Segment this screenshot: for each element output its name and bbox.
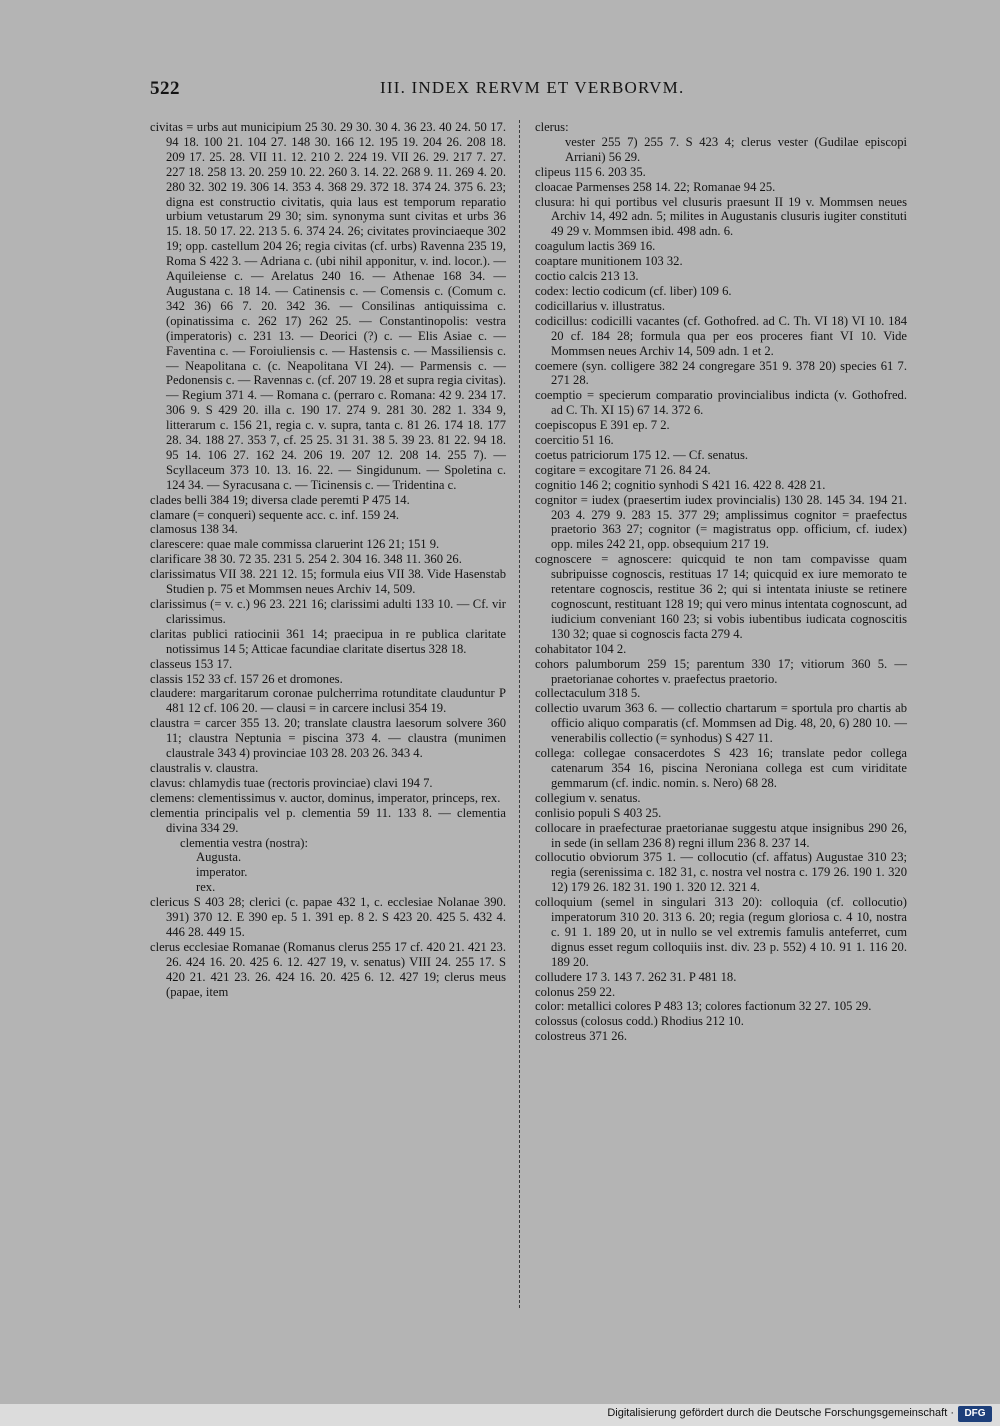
index-entry: color: metallici colores P 483 13; colores factionum 32 27. 105 29. — [535, 999, 872, 1014]
index-entry: clavus: chlamydis tuae (rectoris provinciae) clavi 194 7. — [150, 775, 433, 790]
index-column-right — [535, 120, 907, 1044]
page-header — [150, 78, 870, 104]
index-entry: claritas publici ratiocinii 361 14; praecipua in re publica claritate notissimus 14 5; Atticae facundiae claritate disertus 328 18. — [150, 626, 506, 656]
index-entry: clemens: clementissimus v. auctor, dominus, imperator, princeps, rex. — [150, 790, 501, 805]
index-entry: collocare in praefecturae praetorianae suggestu atque insignibus 290 26, in sede (in sellam 236 8) regni illum 236 8. 237 14. — [535, 820, 907, 850]
index-column-left — [150, 120, 506, 999]
index-entry: clipeus 115 6. 203 35. — [535, 164, 646, 179]
index-entry: coaptare munitionem 103 32. — [535, 254, 683, 269]
index-entry: cloacae Parmenses 258 14. 22; Romanae 94 25. — [535, 179, 776, 194]
page-number: 522 — [150, 78, 180, 99]
digitization-footer — [0, 1404, 1000, 1426]
index-entry: clusura: hi qui portibus vel clusuris praesunt II 19 v. Mommsen neues Archiv 14, 492 adn. 5; milites in Augustanis clusuris iugiter constituti 49 29 v. Mommsen ibid. 498 adn. 6. — [535, 194, 907, 239]
column-separator — [519, 120, 520, 1308]
index-entry: coercitio 51 16. — [535, 433, 614, 448]
index-entry: vester 255 7) 255 7. S 423 4; clerus vester (Gudilae episcopi Arriani) 56 29. — [565, 134, 907, 164]
index-entry: clamosus 138 34. — [150, 522, 238, 537]
index-entry: clades belli 384 19; diversa clade peremti P 475 14. — [150, 492, 410, 507]
index-entry: coemere (syn. colligere 382 24 congregare 351 9. 378 20) species 61 7. 271 28. — [535, 358, 907, 388]
index-entry: claustra = carcer 355 13. 20; translate claustra laesorum solvere 360 11; claustra Neptunia = piscina 373 4. — claustra (munimen claustrale 343 4) provinciae 103 28. 203 26. 343 4. — [150, 716, 506, 761]
index-entry: collectaculum 318 5. — [535, 686, 641, 701]
index-entry: clerus ecclesiae Romanae (Romanus clerus 255 17 cf. 420 21. 421 23. 26. 424 16. 20. 425 6. 12. 427 19, v. senatus) VIII 24. 255 17. S 420 21. 421 23. 26. 424 16. 20. 425 6. 12. 427 19; clerus meus (papae, item — [150, 939, 506, 999]
index-entry: clarissimatus VII 38. 221 12. 15; formula eius VII 38. Vide Hasenstab Studien p. 75 et Mommsen neues Archiv 14, 509. — [150, 567, 506, 597]
index-entry: coagulum lactis 369 16. — [535, 239, 656, 254]
index-entry: imperator. — [196, 865, 248, 880]
running-title: III. INDEX RERVM ET VERBORVM. — [380, 78, 685, 97]
index-entry: rex. — [196, 880, 216, 895]
index-entry: clarissimus (= v. c.) 96 23. 221 16; clarissimi adulti 133 10. — Cf. vir clarissimus. — [150, 597, 506, 626]
index-entry: codex: lectio codicum (cf. liber) 109 6. — [535, 283, 732, 298]
index-entry: cohabitator 104 2. — [535, 641, 627, 656]
index-entry: Augusta. — [196, 850, 242, 865]
index-entry: cogitare = excogitare 71 26. 84 24. — [535, 462, 711, 477]
funding-credit: Digitalisierung gefördert durch die Deutsche Forschungsgemeinschaft · — [607, 1407, 954, 1419]
index-entry: cognitor = iudex (praesertim iudex provincialis) 130 28. 145 34. 194 21. 203 4. 279 9. 283 15. 377 29; amplissimus cognitor = praefectus praetorio 363 27; cognitor (= magistratus opp. officium, cf. iudex) opp. miles 242 21, opp. obsequium 217 19. — [535, 492, 907, 552]
index-entry: codicillarius v. illustratus. — [535, 298, 665, 313]
index-entry: clamare (= conqueri) sequente acc. c. inf. 159 24. — [150, 507, 400, 522]
index-entry: clementia vestra (nostra): — [180, 835, 308, 850]
index-entry: collegium v. senatus. — [535, 790, 641, 805]
index-entry: clarificare 38 30. 72 35. 231 5. 254 2. 304 16. 348 11. 360 26. — [150, 552, 462, 567]
index-entry: coemptio = specierum comparatio provincialibus indicta (v. Gothofred. ad C. Th. XI 15) 67 14. 372 6. — [535, 388, 907, 418]
index-entry: civitas = urbs aut municipium 25 30. 29 30. 30 4. 36 23. 40 24. 50 17. 94 18. 100 21. 104 27. 148 30. 166 12. 195 19. 204 26. 208 18. 209 17. 25. 28. VII 11. 12. 210 2. 224 19. VII 26. 29. 217 7. 27. 227 18. 258 13. 20. 259 10. 22. 260 3. 14. 22. 268 9. 11. 269 4. 20. 280 32. 302 19. 306 14. 353 4. 368 29. 372 18. 374 24. 375 6. 23; digna est constructio civitatis, quia laus est temporum reparatio urbium vetustarum 29 30; sim. synonyma sunt civitas et urbs 36 15. 18. 50 17. 22. 213 5. 6. 374 24. 26; civitates provinciaeque 302 19; opp. castellum 204 26; regia civitas (cf. urbs) Ravenna 235 19, Roma S 422 3. — Adriana c. (ubi nihil apponitur, v. ind. locor.). — Aquileiense c. — Arelatus 240 16. — Athenae 168 34. — Augustana c. 18 14. — Catinensis c. — Comensis c. (Comum c. 342 36) 66 7. 20. 342 36. — Consilinas antiquissima c. (opinatissima c. 262 17) 262 25. — Constantinopolis: vestra (imperatoris) c. 231 13. — Deorici (?) c. — Elis Asiae c. — Faventina c. — Foroiuliensis c. — Hastensis c. — Massiliensis c. — Neapolitana c. (c. Neapolitana VI 24). — Parmensis c. — Pedonensis c. — Ravennas c. (cf. 207 19. 28 et supra regia civitas). — Regium 371 4. — Romana c. (perraro c. Romana: 42 9. 234 17. 306 9. S 429 20. illa c. 190 17. 274 9. 281 30. 282 1. 334 9, litterarum c. 156 21, regia c. v. supra, tanta c. 81 26. 174 18. 177 28. 34. 188 27. 353 7, cf. 25 25. 31 31. 38 5. 39 23. 81 22. 94 18. 95 14. 106 27. 162 24. 206 19. 207 12. 208 14. 255 7). — Scyllaceum 373 10. 13. 16. 22. — Singidunum. — Spoletina c. 124 34. — Syracusana c. — Ticinensis c. — Tridentina c. — [150, 120, 506, 492]
index-entry: cohors palumborum 259 15; parentum 330 17; vitiorum 360 5. — praetorianae cohortes v. praefectus praetorio. — [535, 656, 907, 686]
index-entry: colludere 17 3. 143 7. 262 31. P 481 18. — [535, 969, 737, 984]
index-entry: classis 152 33 cf. 157 26 et dromones. — [150, 671, 343, 686]
index-entry: classeus 153 17. — [150, 656, 233, 671]
index-entry: colloquium (semel in singulari 313 20): colloquia (cf. collocutio) imperatorum 310 20. 313 6. 20; regia (regum gloriosa c. 4 10, nostra c. 91 1. 189 20, ut in nullo se vel extremis famulis anteferret, cum dignus esset regum colloquiis inst. div. 23 p. 552) 4 10. 91 1. 116 20. 189 20. — [535, 895, 907, 969]
index-entry: clerus: — [535, 120, 569, 134]
index-entry: colonus 259 22. — [535, 984, 616, 999]
index-entry: codicillus: codicilli vacantes (cf. Gothofred. ad C. Th. VI 18) VI 10. 184 20 cf. 184 28; formula qua per eos proceres fiant VI 10. Vide Mommsen neues Archiv 14, 509 adn. 1 et 2. — [535, 313, 907, 358]
index-entry: clericus S 403 28; clerici (c. papae 432 1, c. ecclesiae Nolanae 390. 391) 370 12. E 390 ep. 5 1. 391 ep. 8 2. S 423 20. 425 5. 432 4. 446 28. 449 15. — [150, 895, 506, 939]
index-entry: collectio uvarum 363 6. — collectio chartarum = sportula pro chartis ab officio aliquo comparatis (cf. Mommsen ad Dig. 48, 20, 6) 280 10. — venerabilis collectio (= synhodus) S 427 11. — [535, 701, 907, 746]
dfg-logo[interactable]: DFG — [958, 1406, 992, 1422]
index-entry: cognoscere = agnoscere: quicquid te non tam compavisse quam subripuisse cognoscis, restituas 17 14; quicquid ex iure memorato te retentare cognoscis, restitue 36 2; qui si intentata iniuste se retinere cognoscunt, restituant 128 19; qui vero minus intentata cognoscunt, ad iudicium conveniant 160 23; si vobis iubentibus iudicata cognoscitis 130 32; quae si cognoscis facta 279 4. — [535, 552, 907, 641]
index-entry: coetus patriciorum 175 12. — Cf. senatus. — [535, 447, 749, 462]
index-entry: cognitio 146 2; cognitio synhodi S 421 16. 422 8. 428 21. — [535, 477, 826, 492]
index-entry: clementia principalis vel p. clementia 59 11. 133 8. — clementia divina 334 29. — [150, 805, 506, 835]
index-entry: coctio calcis 213 13. — [535, 269, 639, 284]
index-entry: colostreus 371 26. — [535, 1029, 627, 1044]
index-entry: collocutio obviorum 375 1. — collocutio (cf. affatus) Augustae 310 23; regia (serenissima c. 182 31, c. nostra vel nostra c. 179 26. 190 1. 320 12) 179 26. 182 31. 190 1. 320 12. 321 4. — [535, 850, 907, 895]
index-entry: colossus (colosus codd.) Rhodius 212 10. — [535, 1014, 744, 1029]
index-entry: clarescere: quae male commissa claruerint 126 21; 151 9. — [150, 537, 440, 552]
index-entry: coepiscopus E 391 ep. 7 2. — [535, 418, 670, 433]
index-entry: claustralis v. claustra. — [150, 760, 259, 775]
index-entry: conlisio populi S 403 25. — [535, 805, 662, 820]
index-entry: collega: collegae consacerdotes S 423 16; translate pedor collega catenarum 354 16, piscina Neroniana collega est cum viriditate gemmarum (cf. indic. nomin. s. Nero) 68 28. — [535, 746, 907, 790]
index-entry: claudere: margaritarum coronae pulcherrima rotunditate clauduntur P 481 12 cf. 106 20. — clausi = in carcere inclusi 354 19. — [150, 686, 506, 716]
